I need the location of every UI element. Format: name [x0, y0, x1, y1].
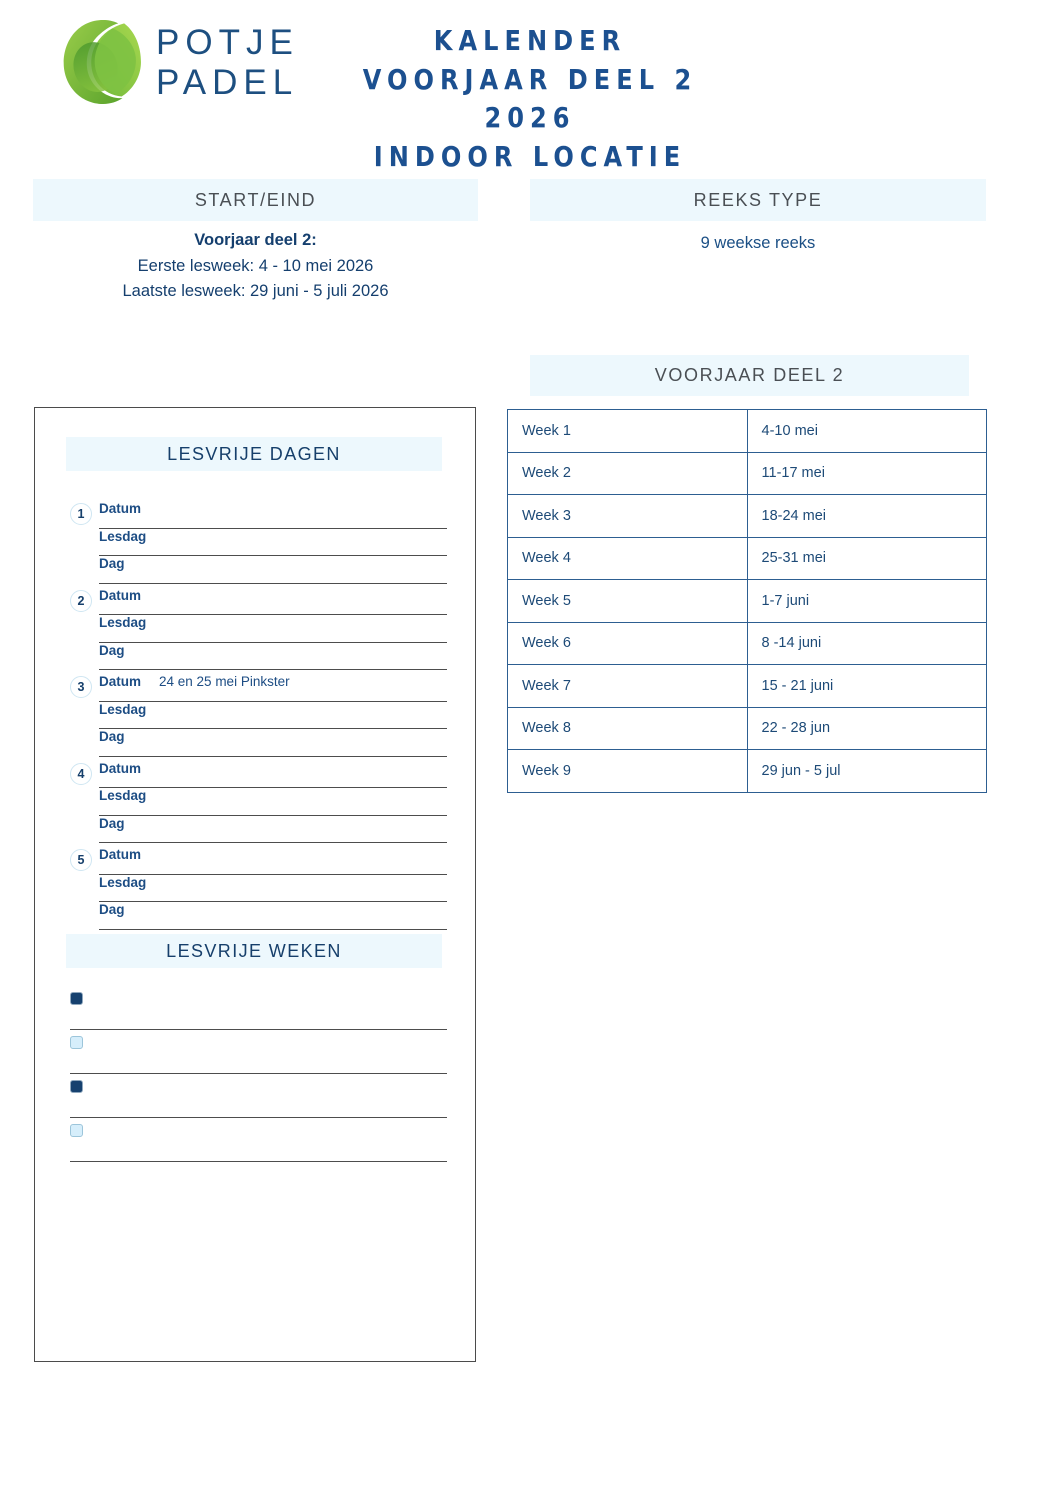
- datum-label: Datum: [99, 674, 142, 689]
- dag-label: Dag: [99, 556, 125, 571]
- datum-label: Datum: [99, 847, 142, 862]
- start-eind-heading: START/EIND: [33, 179, 478, 221]
- reeks-type-value: 9 weekse reeks: [700, 234, 816, 252]
- dag-field-row[interactable]: [99, 643, 447, 671]
- lesvrije-week-row[interactable]: [70, 1030, 447, 1074]
- week-label-cell: Week 5: [508, 580, 748, 623]
- logo-text-line1: POTJE: [156, 22, 299, 62]
- page-title: [300, 22, 760, 177]
- week-dates-cell: 18-24 mei: [747, 495, 986, 538]
- lesvrije-week-row[interactable]: [70, 1074, 447, 1118]
- lesdag-field-row[interactable]: [99, 702, 447, 730]
- lesvrije-dag-item: [35, 847, 477, 934]
- week-dates-cell: 15 - 21 juni: [747, 665, 986, 708]
- lesdag-field-row[interactable]: [99, 875, 447, 903]
- lesvrije-dagen-heading: LESVRIJE DAGEN: [66, 437, 442, 471]
- datum-field-row[interactable]: [99, 761, 447, 789]
- datum-field-row[interactable]: [99, 674, 447, 702]
- lesdag-label: Lesdag: [99, 874, 147, 890]
- datum-label: Datum: [99, 760, 142, 776]
- table-row: [508, 580, 987, 623]
- week-dates-cell: 29 jun - 5 jul: [747, 750, 986, 793]
- brand-logo: [62, 14, 299, 110]
- dag-label: Dag: [99, 815, 125, 831]
- lesvrije-week-row[interactable]: [70, 986, 447, 1030]
- dag-label: Dag: [99, 729, 125, 744]
- checkbox-icon[interactable]: [70, 1080, 83, 1093]
- potje-padel-leaf-logo-icon: [62, 14, 146, 110]
- week-label-cell: Week 2: [508, 452, 748, 495]
- datum-field-row[interactable]: [99, 847, 447, 875]
- table-row: [508, 452, 987, 495]
- week-dates-cell: 8 -14 juni: [747, 622, 986, 665]
- voorjaar-week-table: [507, 409, 987, 793]
- logo-text-line2: PADEL: [156, 62, 299, 102]
- checkbox-icon[interactable]: [70, 1124, 83, 1137]
- lesvrije-week-row[interactable]: [70, 1118, 447, 1162]
- week-label-cell: Week 3: [508, 495, 748, 538]
- title-line-1: KALENDER: [433, 24, 627, 57]
- dag-label: Dag: [99, 642, 125, 658]
- last-lesson-week: Laatste lesweek: 29 juni - 5 juli 2026: [122, 282, 389, 301]
- lesvrije-dagen-list: [35, 501, 477, 934]
- start-eind-content: [33, 228, 478, 305]
- dag-field-row[interactable]: [99, 556, 447, 584]
- week-dates-cell: 4-10 mei: [747, 410, 986, 453]
- reeks-type-heading: REEKS TYPE: [530, 179, 986, 221]
- checkbox-icon[interactable]: [70, 992, 83, 1005]
- page-header: [0, 0, 1059, 175]
- item-number-badge: 5: [70, 849, 92, 871]
- item-number-badge: 2: [70, 590, 92, 612]
- lesvrije-weken-heading: LESVRIJE WEKEN: [66, 934, 442, 968]
- table-row: [508, 665, 987, 708]
- item-number-badge: 3: [70, 676, 92, 698]
- lesdag-label: Lesdag: [99, 788, 147, 803]
- lesdag-field-row[interactable]: [99, 529, 447, 557]
- table-row: [508, 495, 987, 538]
- datum-value[interactable]: 24 en 25 mei Pinkster: [159, 674, 290, 689]
- lesdag-label: Lesdag: [99, 701, 147, 717]
- week-label-cell: Week 6: [508, 622, 748, 665]
- dag-field-row[interactable]: [99, 729, 447, 757]
- title-line-4: INDOOR LOCATIE: [373, 139, 687, 173]
- table-row: [508, 622, 987, 665]
- table-row: [508, 750, 987, 793]
- checkbox-icon[interactable]: [70, 1036, 83, 1049]
- week-label-cell: Week 9: [508, 750, 748, 793]
- dag-field-row[interactable]: [99, 902, 447, 930]
- first-lesson-week: Eerste lesweek: 4 - 10 mei 2026: [137, 256, 374, 275]
- lesdag-field-row[interactable]: [99, 788, 447, 816]
- item-number-badge: 1: [70, 503, 92, 525]
- lesdag-label: Lesdag: [99, 615, 147, 630]
- week-dates-cell: 1-7 juni: [747, 580, 986, 623]
- lesvrije-dag-item: [35, 501, 477, 588]
- week-dates-cell: 25-31 mei: [747, 537, 986, 580]
- datum-label: Datum: [99, 501, 142, 516]
- table-row: [508, 410, 987, 453]
- lesvrije-dag-item: [35, 588, 477, 675]
- table-row: [508, 707, 987, 750]
- week-label-cell: Week 8: [508, 707, 748, 750]
- title-line-3: 2026: [484, 101, 576, 135]
- datum-field-row[interactable]: [99, 501, 447, 529]
- lesvrije-weken-list: [35, 986, 477, 1162]
- voorjaar-table-heading: VOORJAAR DEEL 2: [530, 355, 969, 396]
- week-dates-cell: 11-17 mei: [747, 452, 986, 495]
- week-dates-cell: 22 - 28 jun: [747, 707, 986, 750]
- datum-field-row[interactable]: [99, 588, 447, 616]
- period-label: Voorjaar deel 2:: [194, 231, 317, 249]
- lesvrije-dag-item: [35, 761, 477, 848]
- week-label-cell: Week 7: [508, 665, 748, 708]
- week-label-cell: Week 4: [508, 537, 748, 580]
- title-line-2: VOORJAAR DEEL 2: [362, 62, 698, 96]
- dag-label: Dag: [99, 902, 125, 917]
- lesvrije-panel: [34, 407, 476, 1362]
- week-label-cell: Week 1: [508, 410, 748, 453]
- item-number-badge: 4: [70, 763, 92, 785]
- lesdag-label: Lesdag: [99, 528, 147, 544]
- table-row: [508, 537, 987, 580]
- datum-label: Datum: [99, 587, 142, 603]
- lesdag-field-row[interactable]: [99, 615, 447, 643]
- lesvrije-dag-item: [35, 674, 477, 761]
- dag-field-row[interactable]: [99, 816, 447, 844]
